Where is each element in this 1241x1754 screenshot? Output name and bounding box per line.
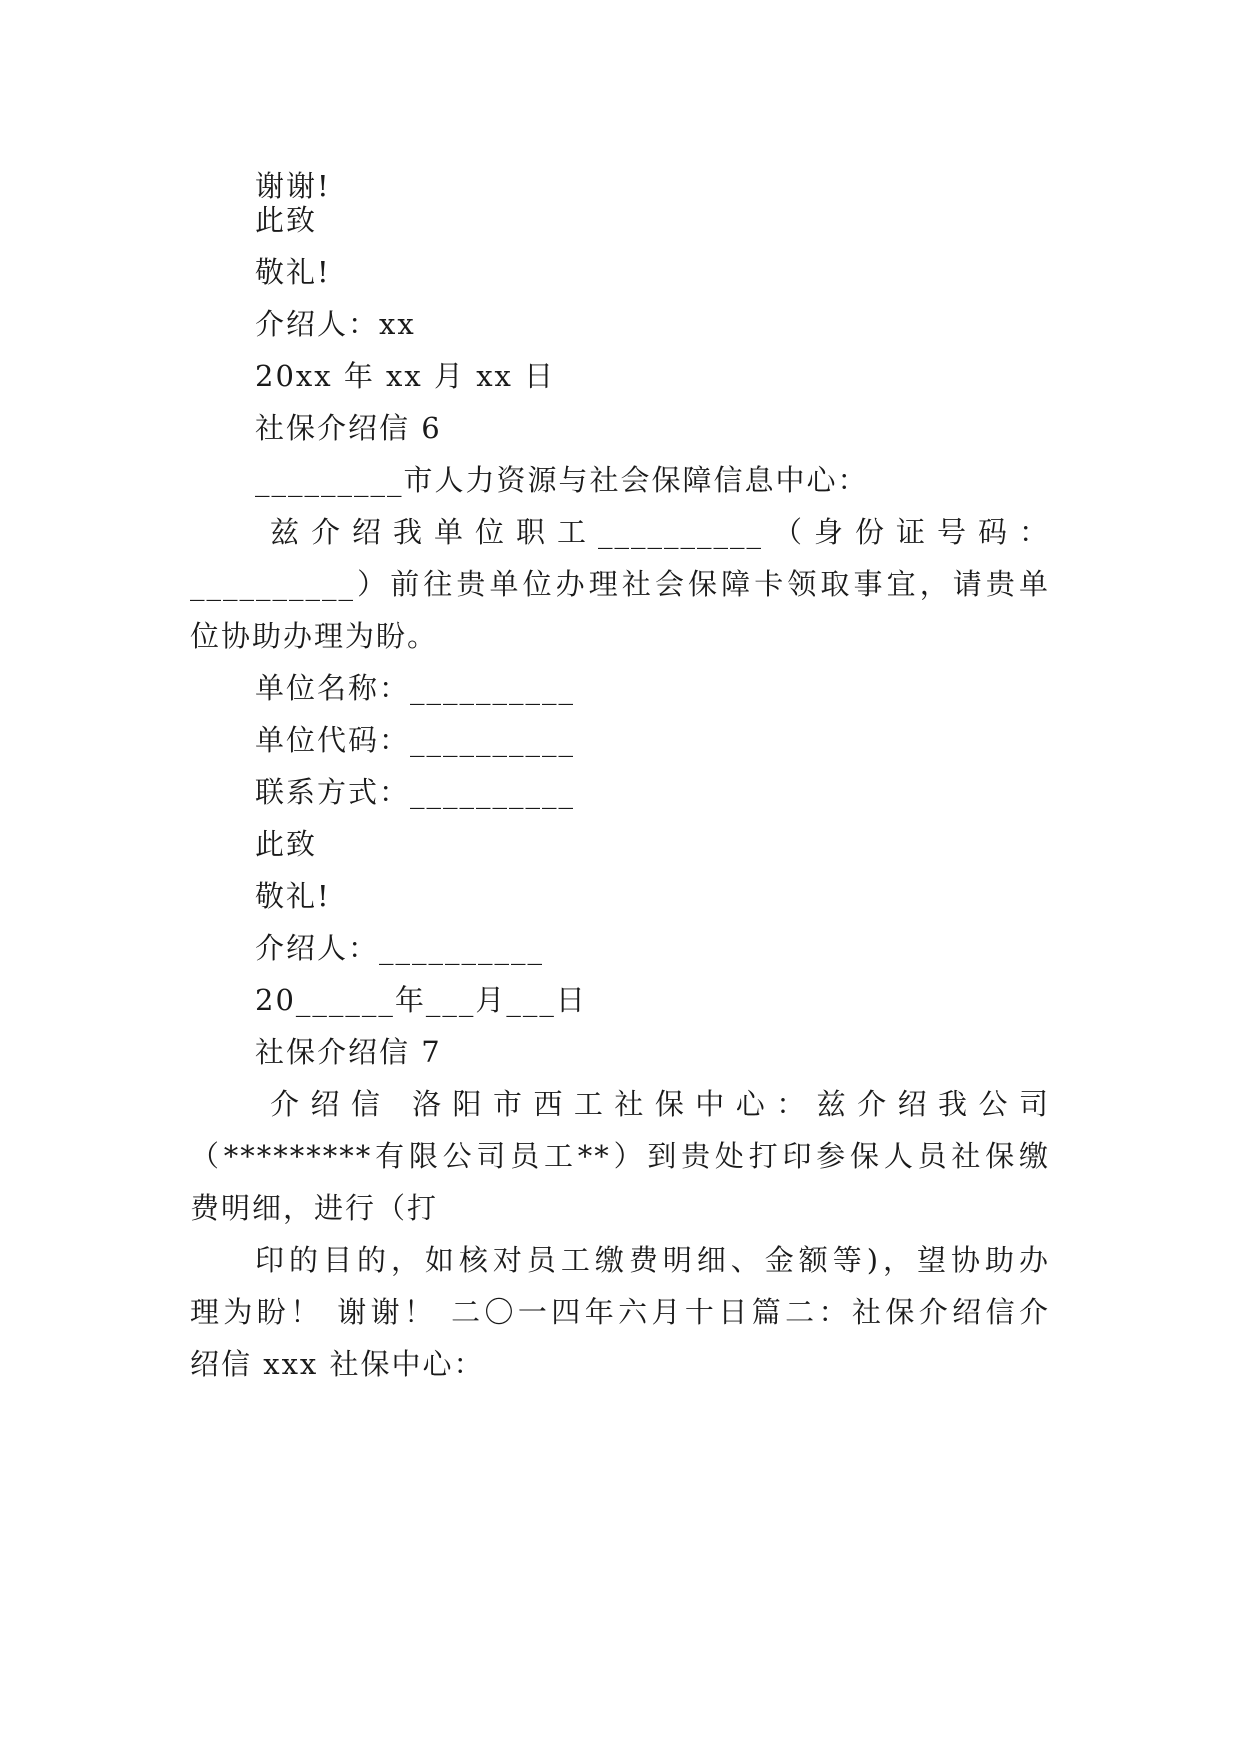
body-paragraph-line: 费明细，进行（打 (190, 1191, 439, 1225)
closing-regards: 敬礼! (255, 879, 331, 913)
unit-code-field: 单位代码：__________ (255, 723, 576, 757)
closing-salutation: 此致 (255, 203, 318, 237)
body-paragraph-line: 绍信 xxx 社保中心： (190, 1347, 485, 1381)
body-paragraph-line: 理为盼！ 谢谢！ 二〇一四年六月十日篇二：社保介绍信介 (190, 1295, 1050, 1329)
date-line: 20xx 年 xx 月 xx 日 (255, 359, 556, 393)
introducer-line: 介绍人：xx (255, 307, 416, 341)
closing-thanks: 谢谢! (255, 169, 331, 203)
body-paragraph-line: 介绍信 洛阳市西工社保中心：兹介绍我公司 (270, 1087, 1050, 1121)
closing-regards: 敬礼! (255, 255, 331, 289)
letter-heading-7: 社保介绍信 7 (255, 1035, 442, 1069)
date-line: 20______年___月___日 (255, 983, 587, 1017)
introducer-line: 介绍人：__________ (255, 931, 545, 965)
recipient-line: _________市人力资源与社会保障信息中心： (255, 463, 869, 497)
body-paragraph-line: 位协助办理为盼。 (190, 619, 439, 653)
unit-name-field: 单位名称：__________ (255, 671, 576, 705)
body-paragraph-line: 兹介绍我单位职工__________（身份证号码： (270, 515, 1050, 549)
closing-salutation: 此致 (255, 827, 318, 861)
body-paragraph-line: （*********有限公司员工**）到贵处打印参保人员社保缴 (190, 1139, 1050, 1173)
body-paragraph-line: __________）前往贵单位办理社会保障卡领取事宜，请贵单 (190, 567, 1050, 601)
body-paragraph-line: 印的目的，如核对员工缴费明细、金额等)，望协助办 (255, 1243, 1050, 1277)
contact-field: 联系方式：__________ (255, 775, 576, 809)
letter-heading-6: 社保介绍信 6 (255, 411, 442, 445)
